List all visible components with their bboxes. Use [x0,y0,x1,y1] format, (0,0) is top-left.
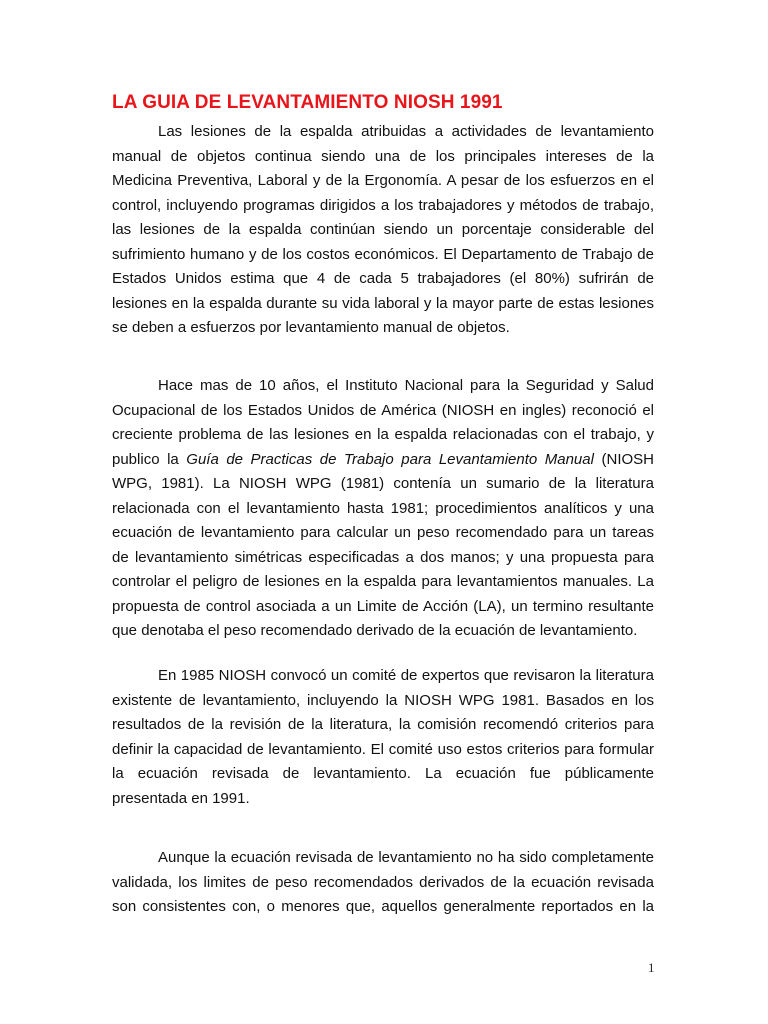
paragraph-line: la ecuación revisada de levantamiento. La ecuación fue públicamente [112,765,654,782]
paragraph-line: Ocupacional de los Estados Unidos de América (NIOSH en ingles) reconoció el [112,401,654,419]
paragraph-line: Hace mas de 10 años, el Instituto Nacional para la Seguridad y Salud [158,377,654,394]
paragraph-line: manual de objetos continua siendo una de los principales intereses de la [112,147,654,165]
paragraph-line: En 1985 NIOSH convocó un comité de expertos que revisaron la literatura [158,667,654,684]
paragraph-comite-1985 [112,664,654,811]
paragraph-line: presentada en 1991. [112,789,250,807]
paragraph-line: resultados de la revisión de la literatura, la comisión recomendó criterios para [112,716,654,733]
line-text-before: publico la [112,450,187,468]
paragraph-line: creciente problema de las lesiones en la espalda relacionadas con el trabajo, y [112,426,654,443]
line-text-after: (NIOSH [593,450,654,468]
paragraph-line: las lesiones de la espalda continúan siendo un porcentaje considerable del [112,221,654,238]
paragraph-line: WPG, 1981). La NIOSH WPG (1981) contenía un sumario de la literatura [112,475,654,492]
paragraph-line: se deben a esfuerzos por levantamiento manual de objetos. [112,319,510,336]
paragraph-line: existente de levantamiento, incluyendo la NIOSH WPG 1981. Basados en los [112,691,654,709]
paragraph-line: Aunque la ecuación revisada de levantamiento no ha sido completamente [158,849,654,866]
page-number: 1 [648,960,655,975]
paragraph-line: son consistentes con, o menores que, aquellos generalmente reportados en la [112,898,654,915]
paragraph-line: control, incluyendo programas dirigidos a los trabajadores y métodos de trabajo, [112,196,654,214]
paragraph-line: Las lesiones de la espalda atribuidas a actividades de levantamiento [158,123,654,140]
guide-title-italic: Guía de Practicas de Trabajo para Levantamiento Manual [186,450,594,468]
paragraph-ecuacion-revisada [112,846,654,920]
paragraph-line: validada, los limites de peso recomendados derivados de la ecuación revisada [112,873,654,891]
paragraph-line: ecuación de levantamiento para calcular un peso recomendado para un tareas [112,524,654,541]
paragraph-line: de levantamiento simétricas especificadas a dos manos; y una propuesta para [112,548,654,566]
paragraph-lesiones [112,120,654,341]
paragraph-line: propuesta de control asociada a un Limite de Acción (LA), un termino resultante [112,597,654,615]
paragraph-line: definir la capacidad de levantamiento. El comité uso estos criterios para formular [112,740,654,758]
document-title: LA GUIA DE LEVANTAMIENTO NIOSH 1991 [112,92,503,113]
paragraph-line: sufrimiento humano y de los costos económicos. El Departamento de Trabajo de [112,245,654,263]
paragraph-line: controlar el peligro de lesiones en la espalda para levantamientos manuales. La [112,573,654,590]
paragraph-line-with-italic [112,448,654,473]
paragraph-line: lesiones en la espalda durante su vida laboral y la mayor parte de estas lesiones [112,294,654,312]
paragraph-line: Medicina Preventiva, Laboral y de la Ergonomía. A pesar de los esfuerzos en el [112,172,654,189]
paragraph-line: que denotaba el peso recomendado derivado de la ecuación de levantamiento. [112,622,638,639]
paragraph-line: relacionada con el levantamiento hasta 1981; procedimientos analíticos y una [112,499,654,517]
paragraph-line: Estados Unidos estima que 4 de cada 5 trabajadores (el 80%) sufrirán de [112,270,654,287]
paragraph-niosh-history [112,374,654,644]
